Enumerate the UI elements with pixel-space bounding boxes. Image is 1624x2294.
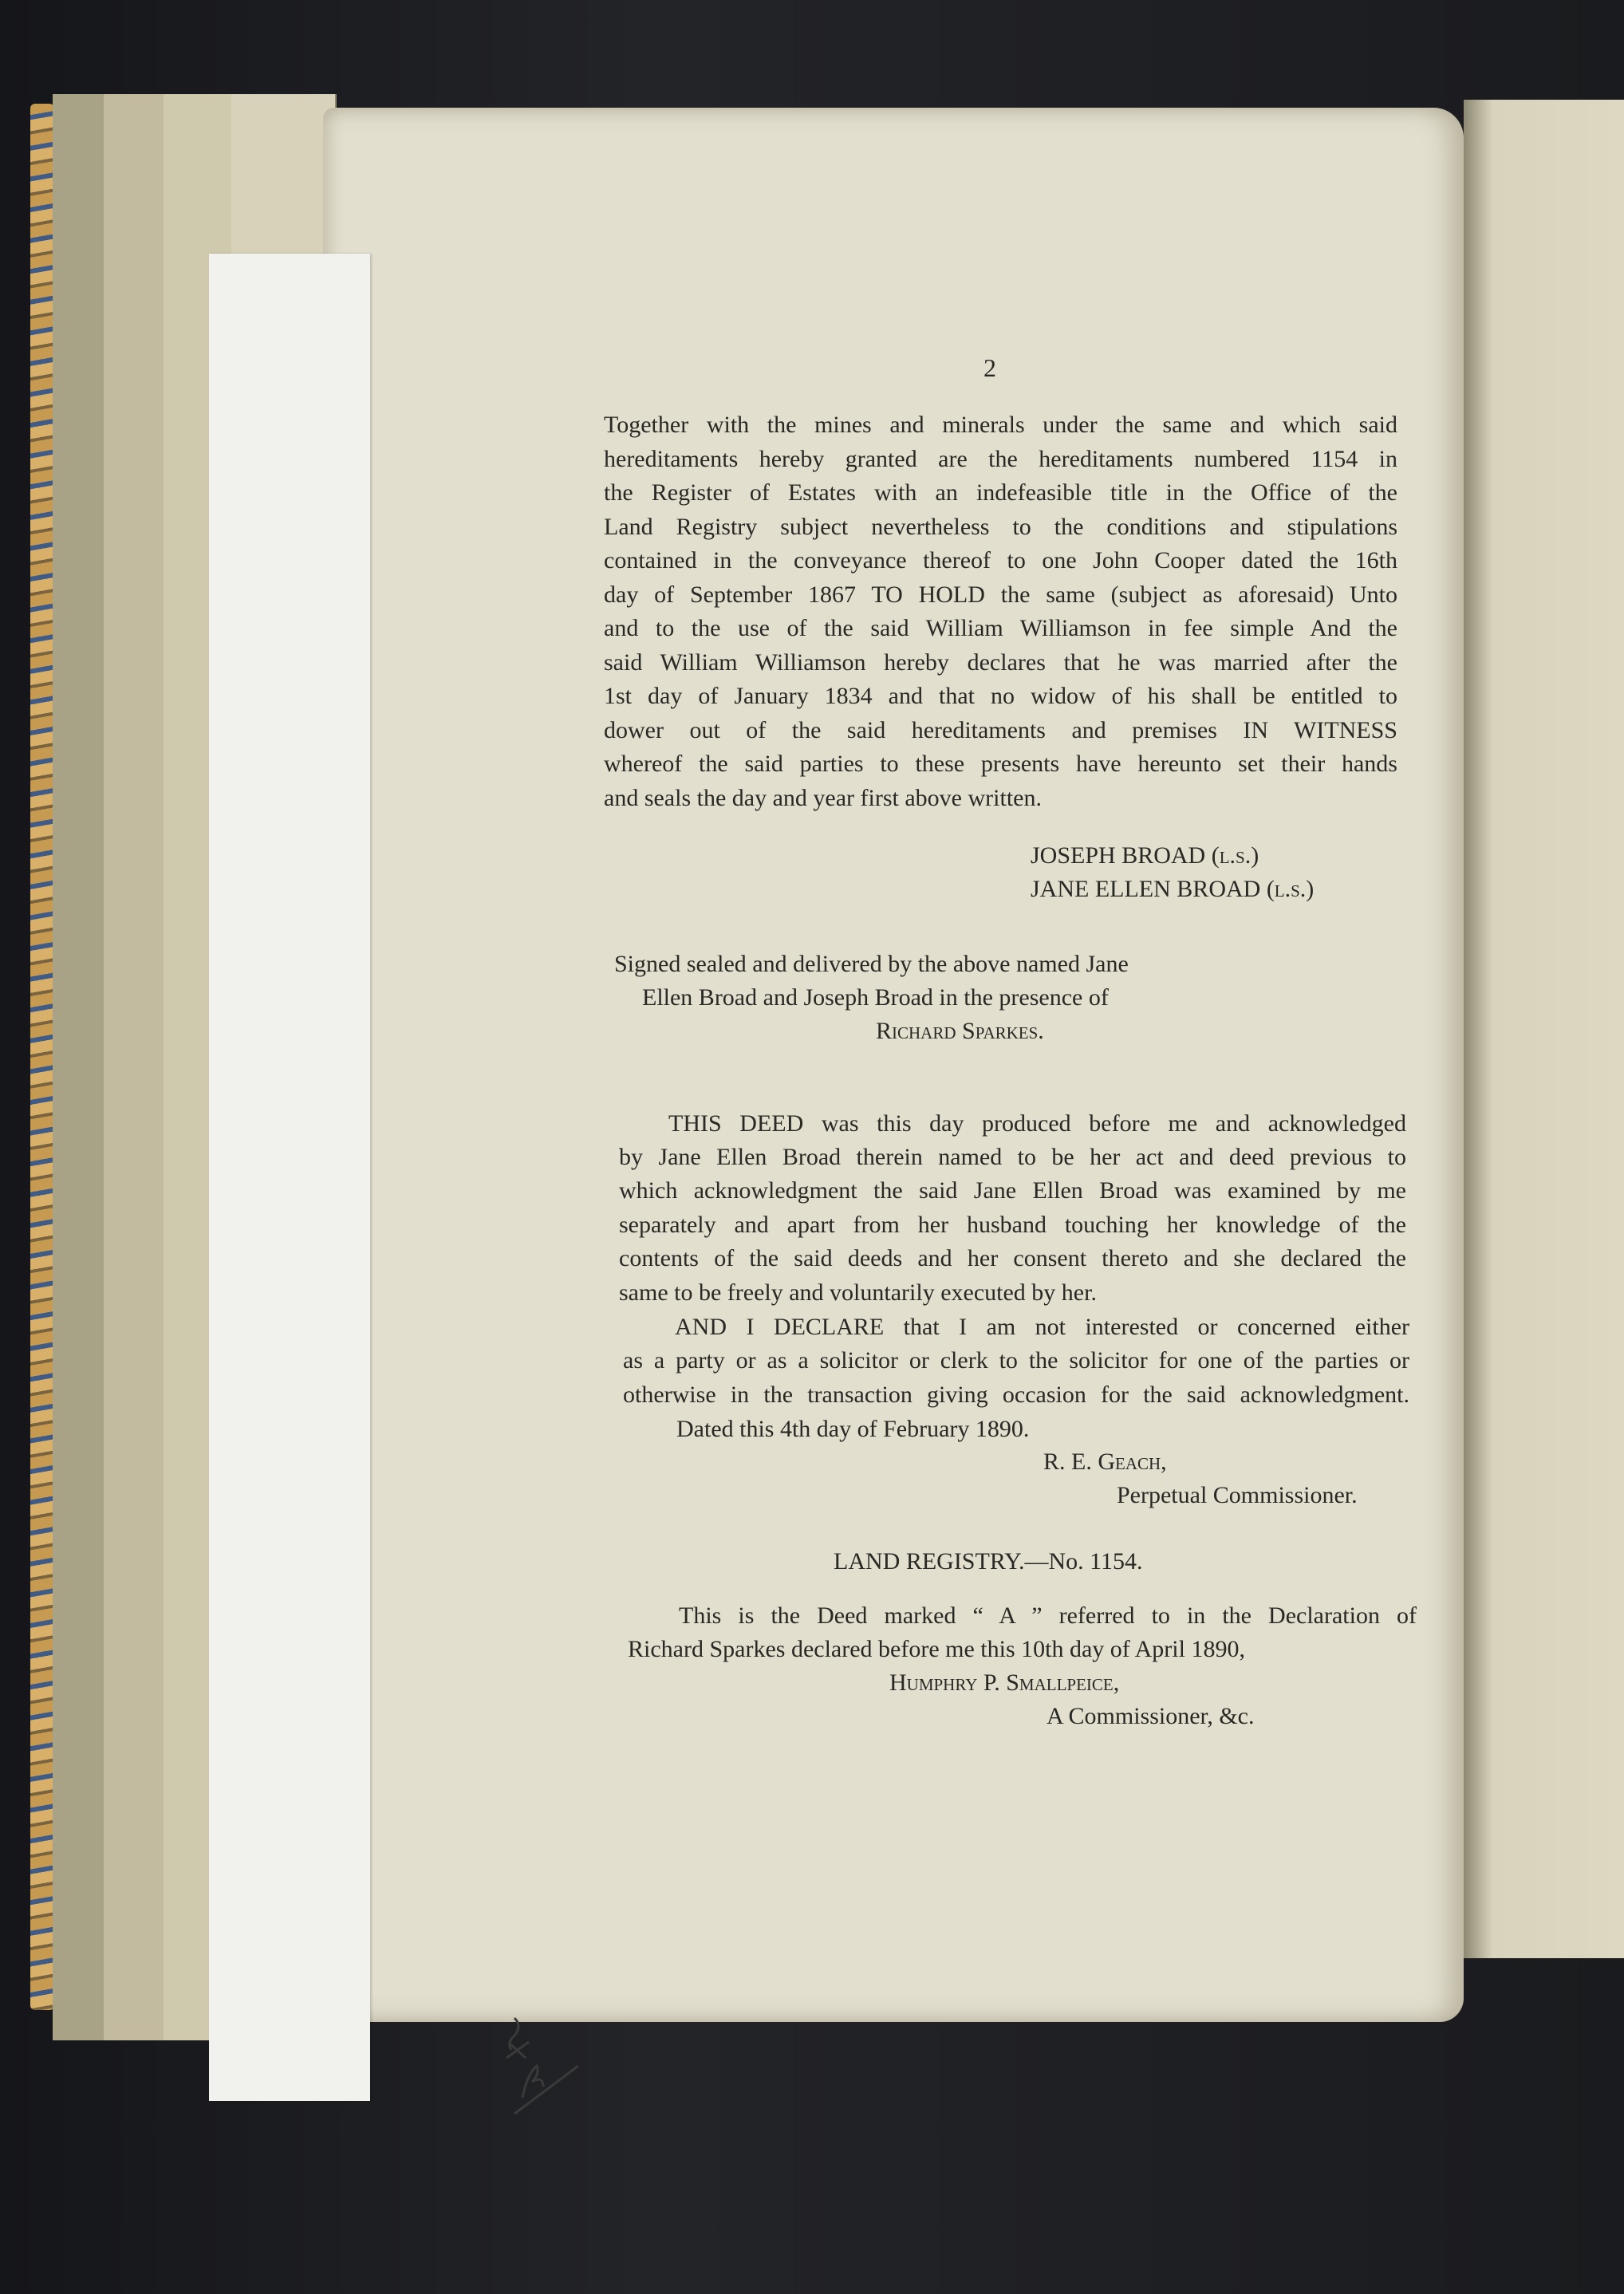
paper-strip (209, 254, 370, 2101)
text-line: otherwise in the transaction giving occasion for the said acknowledgment. (623, 1382, 1409, 1408)
text-line: which acknowledgment the said Jane Ellen Broad was examined by me (619, 1177, 1406, 1204)
text-line: AND I DECLARE that I am not interested or concerned either (675, 1314, 1409, 1340)
marbled-edge (30, 104, 54, 2010)
signatory-name: JANE ELLEN BROAD (1031, 876, 1261, 902)
text-line: and seals the day and year first above written. (604, 785, 1042, 811)
attestation-line: Signed sealed and delivered by the above named Jane (614, 951, 1129, 977)
commissioner-name: R. E. Geach, (1043, 1449, 1167, 1475)
exhibit-signer: Humphry P. Smallpeice, (889, 1669, 1120, 1696)
text-line: by Jane Ellen Broad therein named to be her act and deed previous to (619, 1144, 1406, 1170)
attestation-line: Ellen Broad and Joseph Broad in the presence of (642, 984, 1109, 1011)
text-line: hereditaments hereby granted are the hereditaments numbered 1154 in (604, 446, 1397, 472)
seal-mark: (l.s.) (1266, 876, 1315, 902)
text-line: Land Registry subject nevertheless to the conditions and stipulations (604, 514, 1397, 540)
text-line: separately and apart from her husband touching her knowledge of the (619, 1212, 1406, 1238)
signatory (1031, 873, 1314, 907)
exhibit-line: Richard Sparkes declared before me this 10th day of April 1890, (628, 1636, 1245, 1662)
text-line: day of September 1867 TO HOLD the same (subject as aforesaid) Unto (604, 581, 1397, 608)
text-line: and to the use of the said William Williamson in fee simple And the (604, 615, 1397, 641)
text-line: said William Williamson hereby declares that he was married after the (604, 649, 1397, 676)
text-line: 1st day of January 1834 and that no widow of his shall be entitled to (604, 683, 1397, 709)
text-line: as a party or as a solicitor or clerk to the solicitor for one of the parties or (623, 1347, 1409, 1374)
dated-line: Dated this 4th day of February 1890. (676, 1416, 1030, 1442)
text-line: the Register of Estates with an indefeasible title in the Office of the (604, 479, 1397, 506)
page-number: 2 (983, 353, 996, 382)
commissioner-title: Perpetual Commissioner. (1117, 1482, 1358, 1508)
page-edges (53, 94, 110, 2040)
text-line: dower out of the said hereditaments and premises IN WITNESS (604, 717, 1397, 743)
text-line: contained in the conveyance thereof to one John Cooper dated the 16th (604, 547, 1397, 574)
pencil-annotation (491, 2002, 586, 2122)
text-line: THIS DEED was this day produced before me and acknowledged (668, 1110, 1406, 1137)
text-line: whereof the said parties to these presents have hereunto set their hands (604, 751, 1397, 777)
document-page (323, 108, 1464, 2022)
registry-heading: LAND REGISTRY.—No. 1154. (834, 1548, 1143, 1575)
exhibit-signer-title: A Commissioner, &c. (1047, 1703, 1255, 1729)
exhibit-line: This is the Deed marked “ A ” referred to in the Declaration of (679, 1602, 1417, 1629)
witness-name: Richard Sparkes. (876, 1018, 1044, 1044)
text-line: contents of the said deeds and her consent thereto and she declared the (619, 1245, 1406, 1271)
signatory-name: JOSEPH BROAD (1031, 842, 1206, 869)
facing-page-edge (1464, 100, 1624, 1958)
signatory (1031, 839, 1259, 873)
text-line: Together with the mines and minerals under the same and which said (604, 412, 1397, 438)
seal-mark: (l.s.) (1211, 842, 1259, 869)
text-line: same to be freely and voluntarily executed by her. (619, 1279, 1097, 1306)
